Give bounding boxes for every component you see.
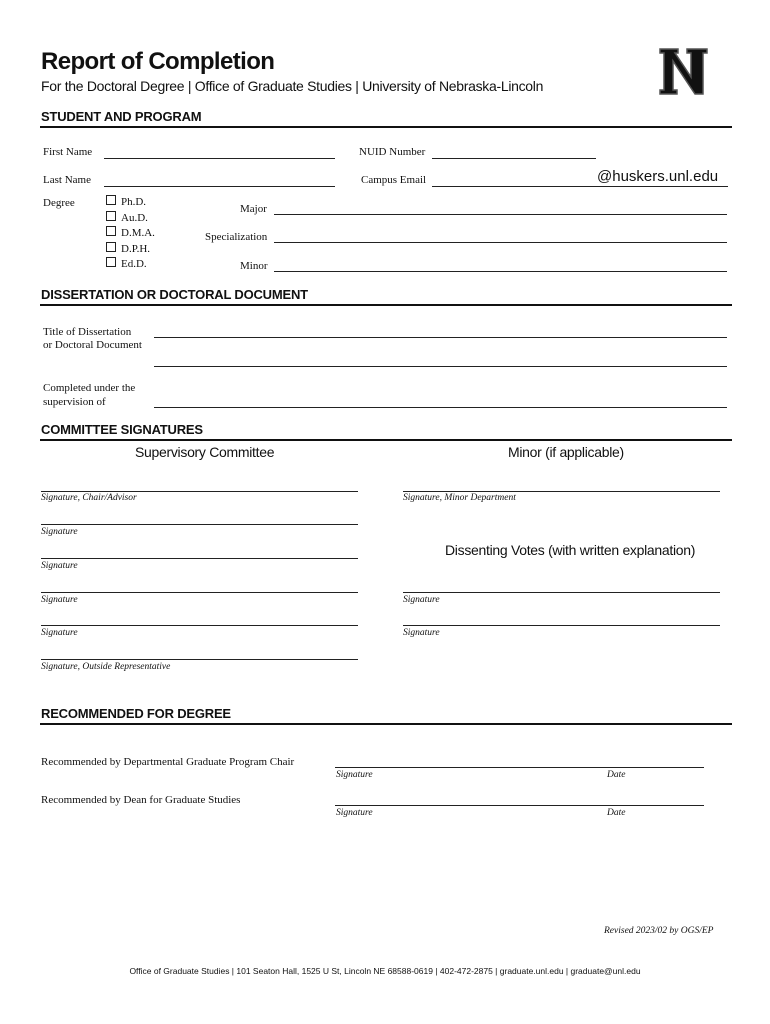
checkbox-icon[interactable] <box>106 257 116 267</box>
supervision-label-line2: supervision of <box>43 396 106 408</box>
chair-signature-caption: Signature <box>336 770 373 780</box>
last-name-field[interactable] <box>104 186 335 187</box>
section-dissertation: DISSERTATION OR DOCTORAL DOCUMENT <box>41 287 308 302</box>
section-divider <box>40 126 732 128</box>
signature-line[interactable] <box>41 625 358 626</box>
degree-option-dph[interactable]: D.P.H. <box>106 242 155 258</box>
minor-heading: Minor (if applicable) <box>508 444 624 460</box>
chair-date-caption: Date <box>607 770 626 780</box>
supervision-field[interactable] <box>154 407 727 408</box>
page-title: Report of Completion <box>41 48 275 75</box>
revision-note: Revised 2023/02 by OGS/EP <box>604 926 714 936</box>
dissertation-title-label-line1: Title of Dissertation <box>43 326 132 338</box>
supervision-label-line1: Completed under the <box>43 382 136 394</box>
signature-caption-chair: Signature, Chair/Advisor <box>41 493 137 503</box>
signature-caption-outside-rep: Signature, Outside Representative <box>41 662 171 672</box>
degree-option-edd[interactable]: Ed.D. <box>106 257 155 273</box>
signature-line-minor-dept[interactable] <box>403 491 720 492</box>
major-field[interactable] <box>274 214 727 215</box>
section-divider <box>40 723 732 725</box>
dissenting-votes-heading: Dissenting Votes (with written explanation) <box>445 542 696 558</box>
nuid-field[interactable] <box>432 158 596 159</box>
last-name-label: Last Name <box>43 174 91 186</box>
dean-signature-line[interactable] <box>335 805 704 806</box>
nuid-label: NUID Number <box>359 146 426 158</box>
signature-caption: Signature <box>41 527 78 537</box>
signature-caption-dissent: Signature <box>403 628 440 638</box>
signature-caption: Signature <box>41 628 78 638</box>
university-logo <box>658 47 710 96</box>
signature-line-outside-rep[interactable] <box>41 659 358 660</box>
checkbox-icon[interactable] <box>106 211 116 221</box>
signature-caption-minor-dept: Signature, Minor Department <box>403 493 516 503</box>
degree-label: Degree <box>43 197 75 209</box>
checkbox-icon[interactable] <box>106 195 116 205</box>
campus-email-field[interactable] <box>432 186 728 187</box>
degree-options <box>106 195 155 273</box>
dissertation-title-field-2[interactable] <box>154 366 727 367</box>
section-student-program: STUDENT AND PROGRAM <box>41 109 202 124</box>
section-recommended: RECOMMENDED FOR DEGREE <box>41 706 231 721</box>
specialization-field[interactable] <box>274 242 727 243</box>
major-label: Major <box>240 203 267 215</box>
supervisory-committee-heading: Supervisory Committee <box>135 444 275 460</box>
specialization-label: Specialization <box>205 231 268 243</box>
page-subtitle: For the Doctoral Degree | Office of Graduate Studies | University of Nebraska-Lincoln <box>41 78 544 94</box>
recommended-chair-label: Recommended by Departmental Graduate Program Chair <box>41 756 295 768</box>
dissertation-title-label-line2: or Doctoral Document <box>43 339 142 351</box>
minor-field[interactable] <box>274 271 727 272</box>
minor-label: Minor <box>240 260 268 272</box>
checkbox-icon[interactable] <box>106 242 116 252</box>
section-divider <box>40 304 732 306</box>
footer-address: Office of Graduate Studies | 101 Seaton Hall, 1525 U St, Lincoln NE 68588-0619 | 402-472-2875 | graduate.unl.edu | graduate@unl.edu <box>129 966 641 976</box>
section-committee: COMMITTEE SIGNATURES <box>41 422 203 437</box>
signature-line-dissent[interactable] <box>403 625 720 626</box>
first-name-field[interactable] <box>104 158 335 159</box>
signature-caption: Signature <box>41 595 78 605</box>
checkbox-icon[interactable] <box>106 226 116 236</box>
section-divider <box>40 439 732 441</box>
dean-date-caption: Date <box>607 808 626 818</box>
signature-line[interactable] <box>41 558 358 559</box>
email-suffix: @huskers.unl.edu <box>597 168 719 185</box>
recommended-dean-label: Recommended by Dean for Graduate Studies <box>41 794 241 806</box>
dean-signature-caption: Signature <box>336 808 373 818</box>
signature-caption: Signature <box>41 561 78 571</box>
signature-line-dissent[interactable] <box>403 592 720 593</box>
campus-email-label: Campus Email <box>361 174 427 186</box>
signature-line[interactable] <box>41 592 358 593</box>
signature-line[interactable] <box>41 524 358 525</box>
first-name-label: First Name <box>43 146 93 158</box>
chair-signature-line[interactable] <box>335 767 704 768</box>
signature-caption-dissent: Signature <box>403 595 440 605</box>
degree-option-phd[interactable]: Ph.D. <box>106 195 155 211</box>
dissertation-title-field-1[interactable] <box>154 337 727 338</box>
degree-option-aud[interactable]: Au.D. <box>106 211 155 227</box>
signature-line-chair[interactable] <box>41 491 358 492</box>
degree-option-dma[interactable]: D.M.A. <box>106 226 155 242</box>
